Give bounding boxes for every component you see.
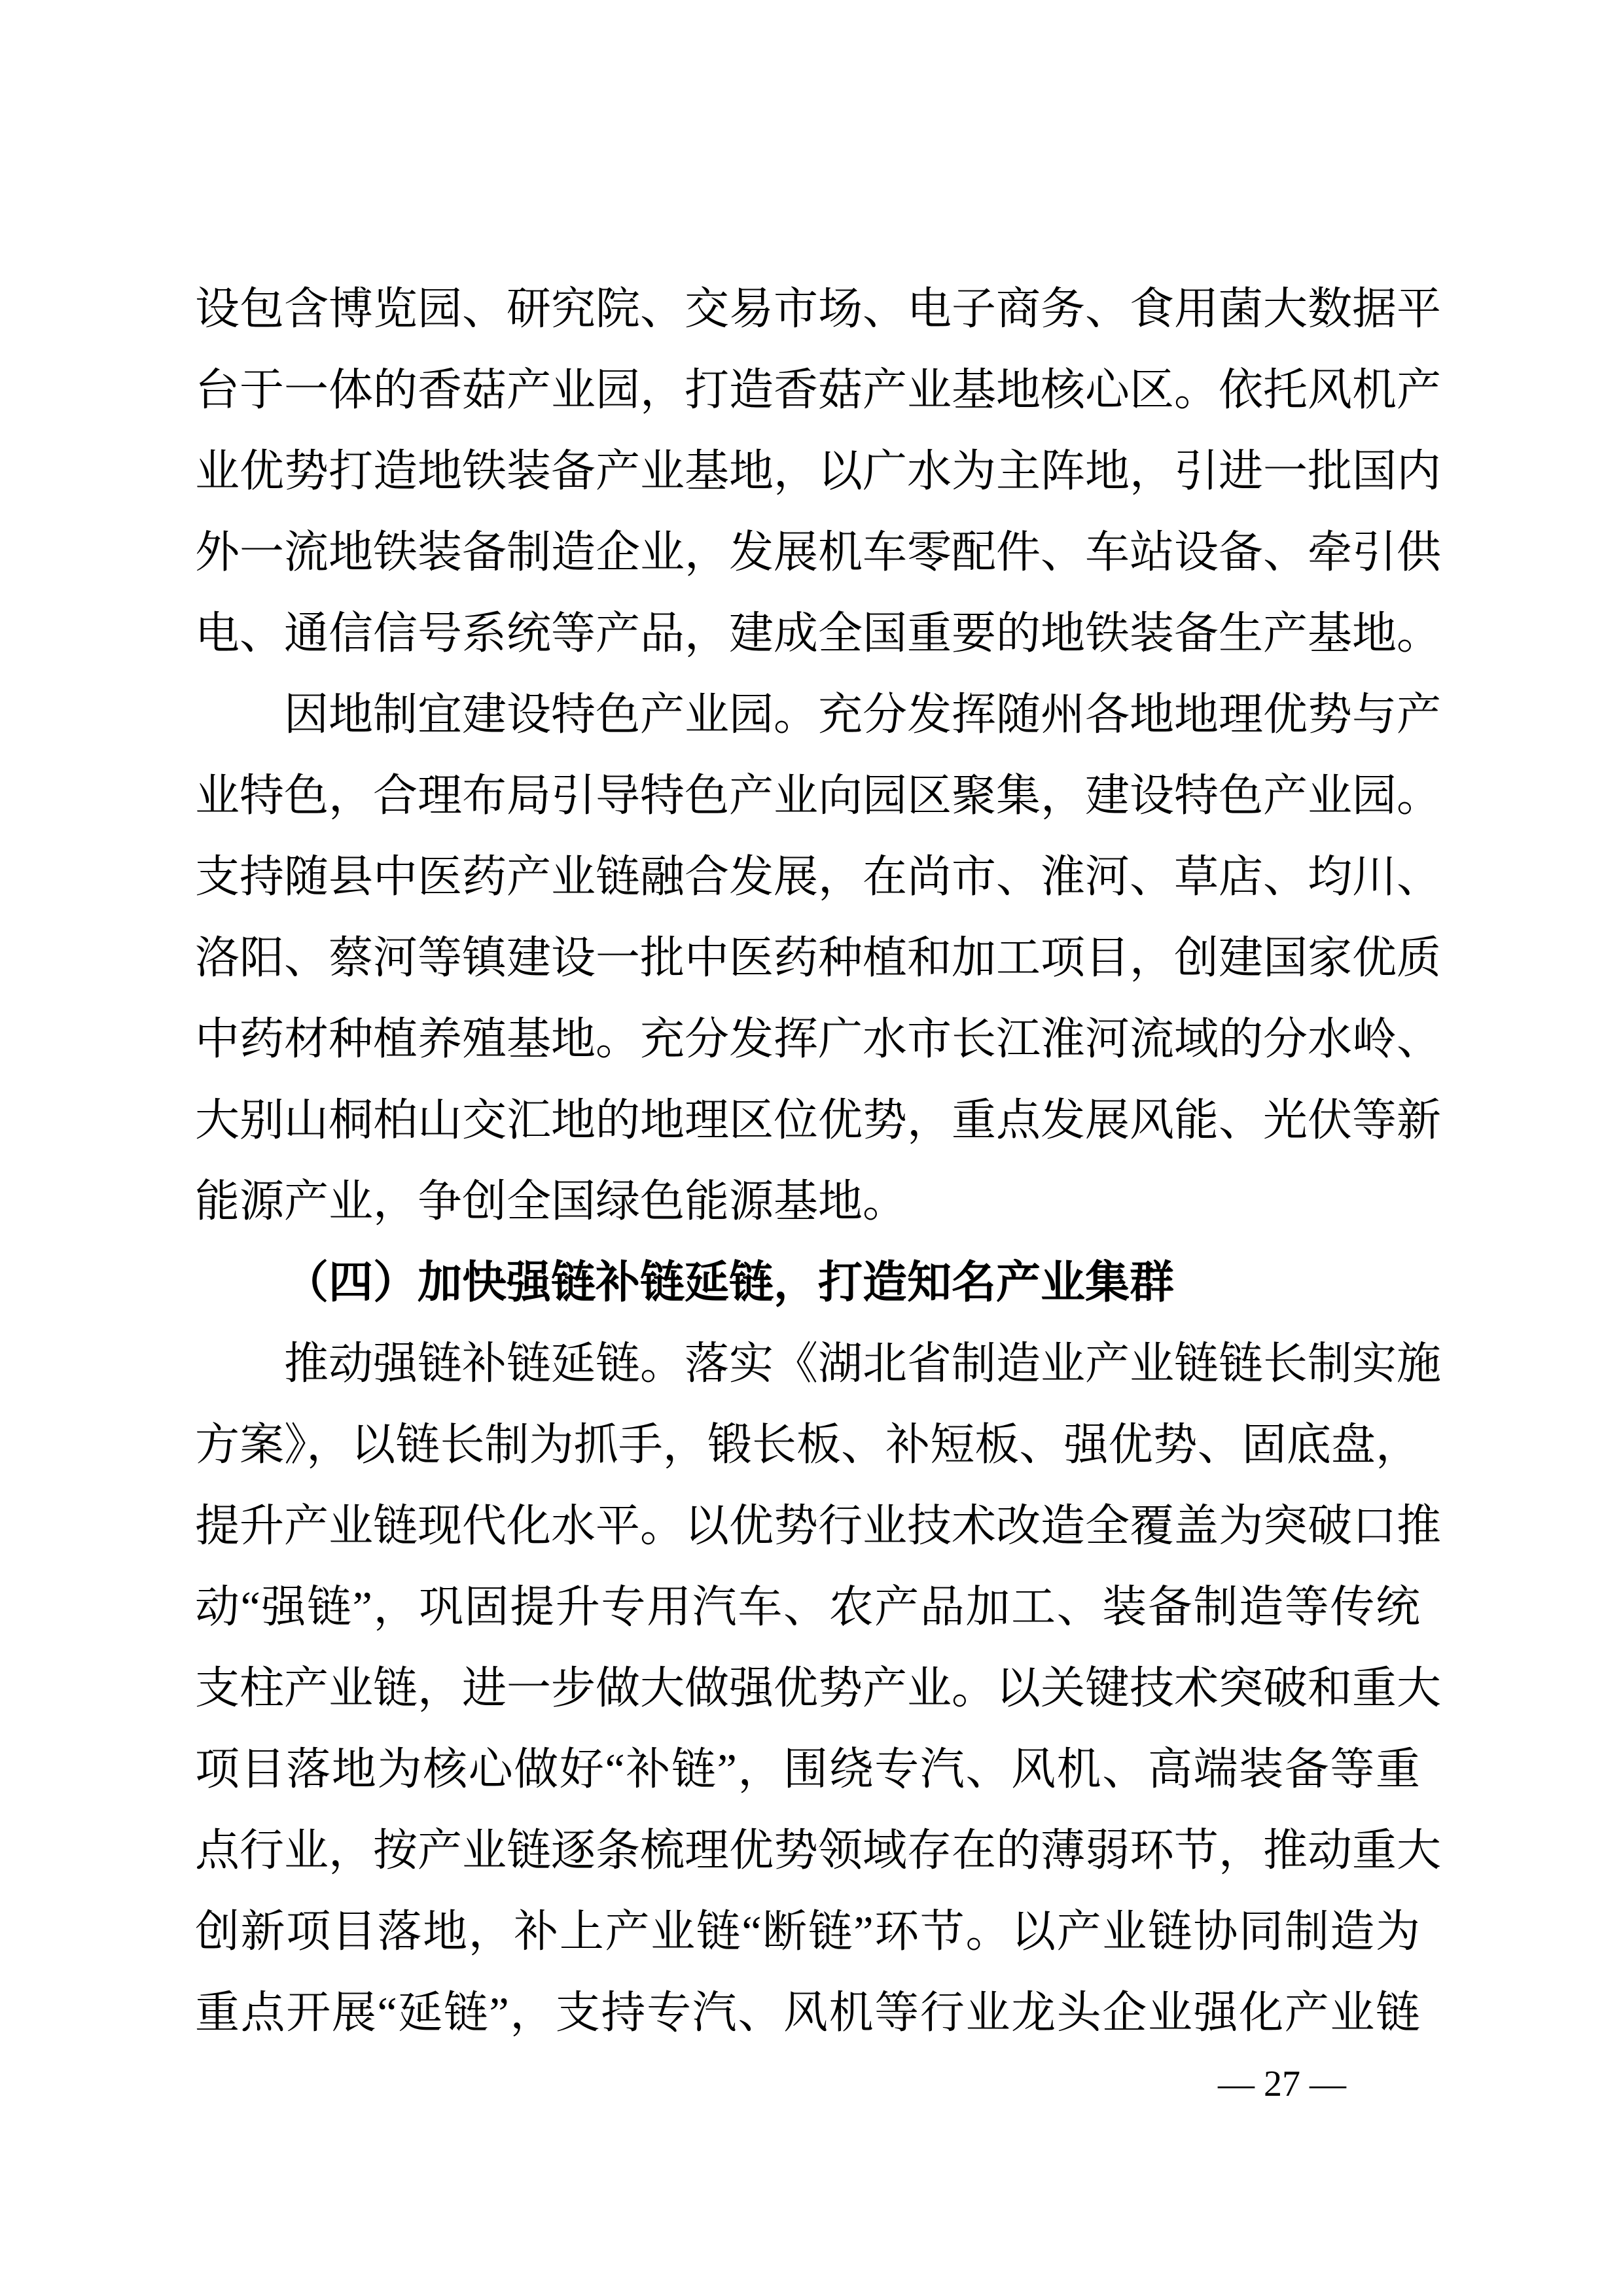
text-line: 能源产业，争创全国绿色能源基地。 (195, 1176, 908, 1226)
text-line: 提升产业链现代化水平。以优势行业技术改造全覆盖为突破口推 (195, 1501, 1442, 1551)
text-line: 支柱产业链，进一步做大做强优势产业。以关键技术突破和重大 (195, 1663, 1442, 1713)
text-line: 支持随县中医药产业链融合发展，在尚市、淮河、草店、均川、 (195, 852, 1442, 902)
text-line: 重点开展“延链”，支持专汽、风机等行业龙头企业强化产业链 (195, 1988, 1420, 2038)
text-line: 外一流地铁装备制造企业，发展机车零配件、车站设备、牵引供 (195, 527, 1442, 577)
text-line: 设包含博览园、研究院、交易市场、电子商务、食用菌大数据平 (195, 284, 1442, 334)
text-line: 大别山桐柏山交汇地的地理区位优势，重点发展风能、光伏等新 (195, 1095, 1442, 1145)
text-line: 创新项目落地，补上产业链“断链”环节。以产业链协同制造为 (195, 1907, 1420, 1956)
document-body (195, 268, 1442, 2053)
text-line: 业优势打造地铁装备产业基地，以广水为主阵地，引进一批国内 (195, 446, 1442, 496)
text-line: 电、通信信号系统等产品，建成全国重要的地铁装备生产基地。 (195, 609, 1442, 658)
text-line: 台于一体的香菇产业园，打造香菇产业基地核心区。依托风机产 (195, 365, 1442, 415)
section-heading: （四）加快强链补链延链，打造知名产业集群 (284, 1258, 1175, 1307)
text-line: 推动强链补链延链。落实《湖北省制造业产业链链长制实施 (284, 1339, 1442, 1388)
text-line: 项目落地为核心做好“补链”，围绕专汽、风机、高端装备等重 (195, 1744, 1420, 1794)
page-number: — 27 — (1218, 2064, 1346, 2104)
text-line: 洛阳、蔡河等镇建设一批中医药种植和加工项目，创建国家优质 (195, 933, 1442, 983)
text-line: 点行业，按产业链逐条梳理优势领域存在的薄弱环节，推动重大 (195, 1826, 1442, 1875)
page-footer (0, 2061, 1623, 2107)
text-line: 因地制宜建设特色产业园。充分发挥随州各地地理优势与产 (284, 690, 1442, 739)
text-line: 中药材种植养殖基地。充分发挥广水市长江淮河流域的分水岭、 (195, 1014, 1442, 1064)
text-line: 动“强链”，巩固提升专用汽车、农产品加工、装备制造等传统 (195, 1582, 1420, 1632)
text-line: 业特色，合理布局引导特色产业向园区聚集，建设特色产业园。 (195, 771, 1442, 821)
text-line: 方案》，以链长制为抓手，锻长板、补短板、强优势、固底盘， (195, 1420, 1420, 1470)
